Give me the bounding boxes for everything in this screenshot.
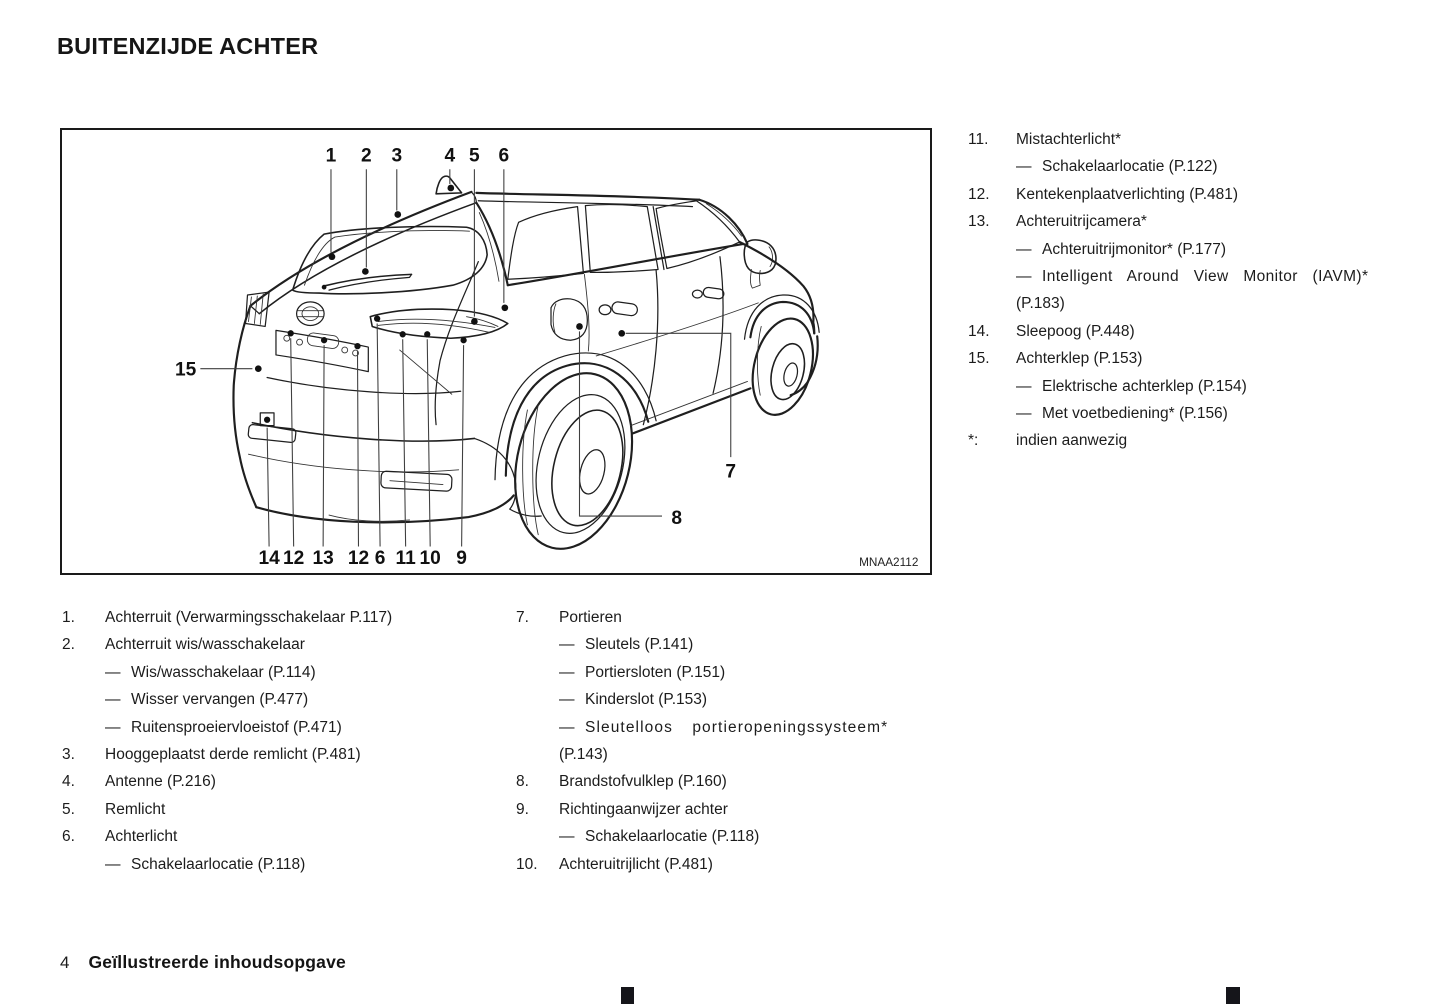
item-text: Achteruitrijlicht (P.481) [559,855,713,873]
legend-item-5 [62,796,492,823]
item-number: 13. [968,213,990,231]
callout-6-label: 6 [498,145,510,167]
legend-subitem [105,686,492,713]
item-text: Remlicht [105,800,166,818]
legend-subitem [105,659,492,686]
legend-item-8 [516,768,946,795]
subitem-text: Wisser vervangen (P.477) [131,691,309,709]
vehicle-rear-diagram [62,130,930,573]
footnote-marker: *: [968,432,979,450]
side-mirror [744,240,776,274]
legend-subitem-continuation: (P.143) [559,746,608,764]
dash: — [559,718,575,736]
legend-item-6 [62,823,492,850]
callout-15-label: 15 [174,359,197,381]
dash: — [105,691,121,709]
page-number: 4 [60,953,70,972]
legend-subitem [1016,400,1396,427]
item-text: Hooggeplaatst derde remlicht (P.481) [105,746,361,764]
item-number: 9. [516,800,529,818]
license-plate-area [276,330,368,371]
item-number: 7. [516,609,529,626]
item-number: 2. [62,636,75,654]
legend-item-2 [62,631,492,658]
rear-wheel [498,361,650,562]
item-number: 3. [62,746,75,764]
item-text: Kentekenplaatverlichting (P.481) [1016,185,1239,203]
callout-7-label: 7 [725,461,737,483]
car-illustration [233,176,822,561]
subitem-text: Wis/wasschakelaar (P.114) [131,663,316,681]
item-number: 15. [968,350,990,368]
dash: — [105,855,121,873]
legend-right-column [968,126,1396,455]
item-text: Achterlicht [105,828,178,846]
legend-subitem [1016,263,1396,290]
legend-item-3 [62,741,492,768]
legend-item-14 [968,318,1396,345]
callout-5-label: 5 [469,145,480,167]
subitem-text: Portiersloten (P.151) [585,663,726,681]
item-text: Mistachterlicht* [1016,131,1122,148]
item-text: Portieren [559,609,622,626]
subitem-text: Kinderslot (P.153) [585,691,708,709]
dash: — [1016,377,1032,395]
dash: — [1016,158,1032,176]
callout-12a-label: 12 [283,548,305,570]
footer-section-title: Geïllustreerde inhoudsopgave [88,952,346,972]
front-door-handle [692,287,724,300]
subitem-text: Schakelaarlocatie (P.118) [131,855,306,873]
legend-subitem [559,659,946,686]
legend-item-13 [968,208,1396,235]
dash: — [1016,405,1032,423]
rear-wiper [323,274,411,286]
antenna-fin [436,176,462,194]
legend-item-7 [516,604,946,631]
legend-subitem [105,851,492,878]
subitem-text: Intelligent Around View Monitor (IAVM)* [1042,268,1369,286]
subitem-text: Schakelaarlocatie (P.118) [585,828,760,846]
subitem-text: Schakelaarlocatie (P.122) [1042,158,1218,176]
item-text: Sleepoog (P.448) [1016,322,1135,340]
legend-subitem [559,823,946,850]
callout-9-label: 9 [456,548,467,570]
rear-window [293,227,487,294]
legend-subitem [1016,373,1396,400]
item-text: Achterklep (P.153) [1016,350,1143,368]
subitem-text: Achteruitrijmonitor* (P.177) [1042,240,1227,258]
legend-item-12 [968,181,1396,208]
callout-11-label: 11 [395,548,416,570]
item-number: 10. [516,855,538,873]
dash: — [559,691,575,709]
subitem-text: Sleutelloos portieropeningssysteem* [585,718,889,736]
dash: — [105,663,121,681]
fuel-filler-flap [551,299,587,340]
dash: — [559,828,575,846]
side-taillight [370,309,508,338]
page-footer [60,952,346,973]
callout-14-label: 14 [258,548,280,570]
item-text: Brandstofvulklep (P.160) [559,773,727,791]
legend-item-11 [968,126,1396,153]
item-number: 6. [62,828,75,846]
legend-subitem [559,686,946,713]
item-text: Achterruit (Verwarmingsschakelaar P.117) [105,609,393,626]
legend-item-4 [62,768,492,795]
legend-subitem [1016,236,1396,263]
dash: — [559,636,575,654]
print-registration-mark [1226,987,1240,1004]
legend-item-9 [516,796,946,823]
page-title: BUITENZIJDE ACHTER [57,33,319,59]
footnote-text: indien aanwezig [1016,432,1128,450]
front-wheel [743,312,822,421]
legend-item-1 [62,604,492,631]
legend-subitem [105,714,492,741]
legend-item-15 [968,345,1396,372]
item-text: Achterruit wis/wasschakelaar [105,636,305,654]
rear-door-handle [599,301,638,316]
item-number: 12. [968,185,990,203]
dash: — [1016,268,1032,286]
legend-middle-column [516,604,946,878]
legend-subitem [1016,153,1396,180]
callout-3-label: 3 [391,145,403,167]
callout-13-label: 13 [312,548,334,570]
callout-12b-label: 12 [347,548,370,570]
item-number: 14. [968,322,990,340]
legend-footnote [968,427,1396,454]
dash: — [1016,240,1032,258]
callout-10-label: 10 [419,548,441,570]
dash: — [105,718,121,736]
brand-badge [297,302,325,326]
item-text: Achteruitrijcamera* [1016,213,1147,231]
callout-1-label: 1 [325,145,337,167]
subitem-text: Ruitensproeiervloeistof (P.471) [131,718,342,736]
legend-item-10 [516,851,946,878]
print-registration-mark [621,987,634,1004]
subitem-text: Met voetbediening* (P.156) [1042,405,1228,423]
callout-8-label: 8 [671,507,683,529]
dash: — [559,663,575,681]
figure-code: MNAA2112 [859,556,919,570]
legend-subitem [559,714,946,741]
item-number: 8. [516,773,529,791]
callout-2-label: 2 [361,145,372,167]
diagram-panel [60,128,932,575]
legend-left-column [62,604,492,878]
item-number: 11. [968,131,989,148]
item-number: 1. [62,609,75,626]
legend-subitem [559,631,946,658]
legend-subitem-continuation: (P.183) [1016,295,1065,313]
callout-6b-label: 6 [374,548,386,570]
callout-4-label: 4 [444,145,456,167]
subitem-text: Sleutels (P.141) [585,636,694,654]
subitem-text: Elektrische achterklep (P.154) [1042,377,1247,395]
item-number: 5. [62,800,75,818]
item-text: Antenne (P.216) [105,773,216,791]
item-text: Richtingaanwijzer achter [559,800,728,818]
item-number: 4. [62,773,75,791]
